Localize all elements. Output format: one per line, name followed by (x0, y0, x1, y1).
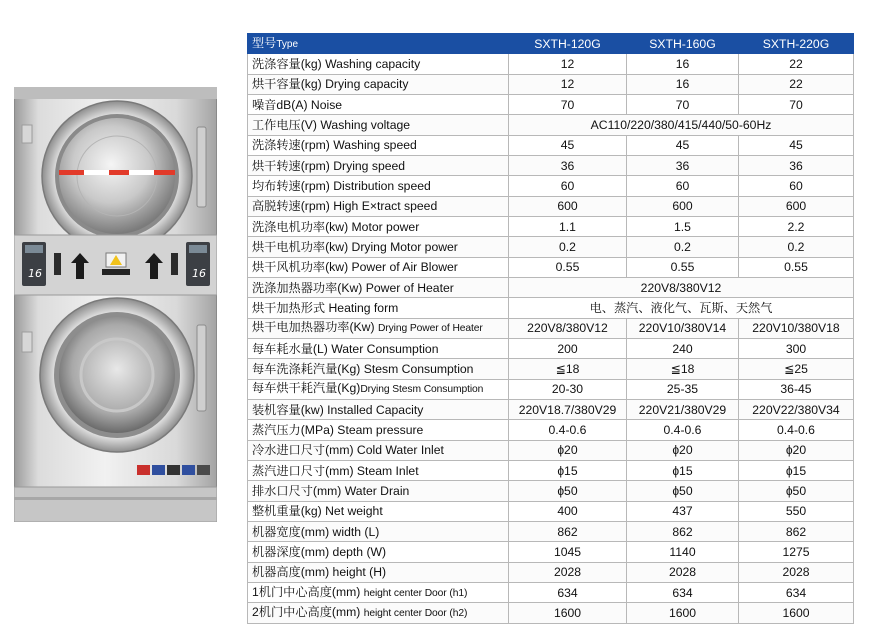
spec-value-cell: ≦18 (509, 359, 627, 379)
table-row (248, 562, 854, 582)
spec-value-cell: 220V8/380V12 (509, 318, 627, 338)
table-header-row (248, 34, 854, 54)
spec-value-cell: 25-35 (627, 379, 739, 399)
spec-label-cell: 高脱转速(rpm) High E×tract speed (248, 196, 509, 216)
spec-value-cell: ɸ20 (627, 440, 739, 460)
spec-value-cell: 1600 (509, 603, 627, 623)
spec-label-cell: 烘干容量(kg) Drying capacity (248, 74, 509, 94)
spec-value-cell: 70 (509, 94, 627, 114)
spec-value-cell: 2028 (509, 562, 627, 582)
control-badge-icon (137, 465, 210, 475)
table-row (248, 379, 854, 399)
spec-value-cell: 12 (509, 54, 627, 74)
spec-value-cell: 70 (739, 94, 854, 114)
spec-value-cell: 634 (739, 582, 854, 602)
spec-label-en: Drying Stesm Consumption (360, 384, 484, 396)
spec-value-cell: 36 (739, 155, 854, 175)
spec-value-cell: 220V21/380V29 (627, 399, 739, 419)
spec-label-cell: 冷水进口尺寸(mm) Cold Water Inlet (248, 440, 509, 460)
spec-label-cell: 洗涤转速(rpm) Washing speed (248, 135, 509, 155)
warning-strip (59, 170, 175, 175)
spec-value-cell: 1600 (627, 603, 739, 623)
spec-label-cell (248, 379, 509, 399)
spec-value-cell: 437 (627, 501, 739, 521)
spec-value-cell: 1045 (509, 542, 627, 562)
spec-value-cell: 0.4-0.6 (509, 420, 627, 440)
spec-table (247, 33, 854, 624)
left-panel-display: 16 (28, 267, 42, 280)
spec-value-cell: 240 (627, 338, 739, 358)
table-row (248, 257, 854, 277)
spec-value-cell: 12 (509, 74, 627, 94)
header-label-cn: 型号 (252, 35, 277, 50)
table-row (248, 216, 854, 236)
header-label-en: Type (276, 38, 299, 50)
spec-value-cell: 36 (509, 155, 627, 175)
table-row (248, 521, 854, 541)
spec-value-cell: 20-30 (509, 379, 627, 399)
spec-merged-value-cell: 220V8/380V12 (509, 277, 854, 297)
spec-label-cell: 整机重量(kg) Net weight (248, 501, 509, 521)
washer-door-glass (59, 317, 175, 433)
spec-value-cell: 1275 (739, 542, 854, 562)
spec-value-cell: ɸ15 (739, 460, 854, 480)
header-type-cell (248, 34, 509, 54)
spec-value-cell: 220V10/380V14 (627, 318, 739, 338)
spec-value-cell: ɸ20 (739, 440, 854, 460)
table-row (248, 603, 854, 623)
spec-value-cell: 0.2 (627, 237, 739, 257)
spec-label-cell: 机器高度(mm) height (H) (248, 562, 509, 582)
spec-value-cell: 550 (739, 501, 854, 521)
spec-label-en: height center Door (h2) (363, 607, 468, 619)
spec-value-cell: 1.1 (509, 216, 627, 236)
spec-value-cell: 220V18.7/380V29 (509, 399, 627, 419)
spec-value-cell: 2028 (739, 562, 854, 582)
spec-value-cell: 2.2 (739, 216, 854, 236)
spec-value-cell: 600 (739, 196, 854, 216)
spec-value-cell: ≦25 (739, 359, 854, 379)
table-row (248, 359, 854, 379)
spec-label-cell: 烘干风机功率(kw) Power of Air Blower (248, 257, 509, 277)
dryer-door-glass (59, 118, 175, 234)
spec-value-cell: ɸ50 (739, 481, 854, 501)
spec-value-cell: 36-45 (739, 379, 854, 399)
table-row (248, 399, 854, 419)
header-model-cell: SXTH-160G (627, 34, 739, 54)
spec-label-cell: 烘干加热形式 Heating form (248, 298, 509, 318)
table-row (248, 420, 854, 440)
spec-label-cn: 1机门中心高度(mm) (252, 584, 364, 599)
spec-label-cell: 洗涤容量(kg) Washing capacity (248, 54, 509, 74)
spec-label-cell: 烘干转速(rpm) Drying speed (248, 155, 509, 175)
spec-value-cell: 200 (509, 338, 627, 358)
spec-value-cell: ɸ15 (509, 460, 627, 480)
spec-value-cell: ≦18 (627, 359, 739, 379)
spec-label-cell: 洗涤电机功率(kw) Motor power (248, 216, 509, 236)
spec-value-cell: 220V22/380V34 (739, 399, 854, 419)
table-row (248, 277, 854, 297)
spec-value-cell: 862 (627, 521, 739, 541)
spec-label-cell: 每车耗水量(L) Water Consumption (248, 338, 509, 358)
spec-value-cell: 0.2 (739, 237, 854, 257)
table-row (248, 94, 854, 114)
spec-value-cell: 0.55 (509, 257, 627, 277)
header-model-cell: SXTH-220G (739, 34, 854, 54)
spec-label-cell: 机器深度(mm) depth (W) (248, 542, 509, 562)
spec-value-cell: 1600 (739, 603, 854, 623)
spec-value-cell: 634 (509, 582, 627, 602)
table-row (248, 196, 854, 216)
table-row (248, 542, 854, 562)
spec-value-cell: 862 (739, 521, 854, 541)
spec-value-cell: 634 (627, 582, 739, 602)
spec-value-cell: 220V10/380V18 (739, 318, 854, 338)
spec-value-cell: ɸ15 (627, 460, 739, 480)
spec-label-cell: 每车洗涤耗汽量(Kg) Stesm Consumption (248, 359, 509, 379)
spec-value-cell: 600 (509, 196, 627, 216)
spec-value-cell: 0.4-0.6 (627, 420, 739, 440)
table-row (248, 155, 854, 175)
spec-value-cell: 0.55 (627, 257, 739, 277)
spec-label-en: Drying Power of Heater (377, 323, 483, 335)
spec-value-cell: 45 (739, 135, 854, 155)
spec-value-cell: 1140 (627, 542, 739, 562)
table-row (248, 501, 854, 521)
spec-value-cell: 0.4-0.6 (739, 420, 854, 440)
spec-label-cell: 工作电压(V) Washing voltage (248, 115, 509, 135)
spec-value-cell: 300 (739, 338, 854, 358)
right-panel-display: 16 (192, 267, 206, 280)
spec-value-cell: ɸ50 (627, 481, 739, 501)
table-row (248, 135, 854, 155)
spec-value-cell: 0.55 (739, 257, 854, 277)
spec-value-cell: ɸ50 (509, 481, 627, 501)
spec-value-cell: 60 (509, 176, 627, 196)
spec-label-cell: 洗涤加热器功率(Kw) Power of Heater (248, 277, 509, 297)
table-row (248, 338, 854, 358)
spec-label-cn: 烘干电加热器功率(Kw) (252, 320, 378, 335)
spec-label-cell: 装机容量(kw) Installed Capacity (248, 399, 509, 419)
spec-label-cell (248, 318, 509, 338)
spec-label-cell: 均布转速(rpm) Distribution speed (248, 176, 509, 196)
header-model-cell: SXTH-120G (509, 34, 627, 54)
table-row (248, 440, 854, 460)
table-row (248, 460, 854, 480)
spec-label-cn: 2机门中心高度(mm) (252, 604, 364, 619)
table-row (248, 481, 854, 501)
table-row (248, 74, 854, 94)
spec-value-cell: 60 (627, 176, 739, 196)
table-row (248, 54, 854, 74)
spec-label-cell: 噪音dB(A) Noise (248, 94, 509, 114)
table-row (248, 115, 854, 135)
spec-label-cell: 排水口尺寸(mm) Water Drain (248, 481, 509, 501)
spec-value-cell: 16 (627, 54, 739, 74)
product-photo (14, 87, 217, 522)
spec-value-cell: 22 (739, 74, 854, 94)
spec-value-cell: 36 (627, 155, 739, 175)
spec-value-cell: 45 (509, 135, 627, 155)
table-row (248, 318, 854, 338)
spec-value-cell: 1.5 (627, 216, 739, 236)
spec-label-en: height center Door (h1) (363, 587, 468, 599)
table-row (248, 582, 854, 602)
spec-merged-value-cell: 电、蒸汽、液化气、瓦斯、天然气 (509, 298, 854, 318)
spec-label-cell: 蒸汽压力(MPa) Steam pressure (248, 420, 509, 440)
spec-value-cell: 60 (739, 176, 854, 196)
spec-value-cell: 2028 (627, 562, 739, 582)
spec-value-cell: 22 (739, 54, 854, 74)
spec-label-cell (248, 582, 509, 602)
spec-value-cell: 16 (627, 74, 739, 94)
spec-value-cell: 400 (509, 501, 627, 521)
spec-value-cell: 862 (509, 521, 627, 541)
stacked-washer-dryer-illustration (14, 87, 217, 522)
table-row (248, 237, 854, 257)
spec-value-cell: 45 (627, 135, 739, 155)
spec-value-cell: 600 (627, 196, 739, 216)
spec-value-cell: ɸ20 (509, 440, 627, 460)
spec-label-cell (248, 603, 509, 623)
spec-label-cell: 烘干电机功率(kw) Drying Motor power (248, 237, 509, 257)
spec-value-cell: 70 (627, 94, 739, 114)
spec-label-cell: 蒸汽进口尺寸(mm) Steam Inlet (248, 460, 509, 480)
spec-label-cn: 每车烘干耗汽量(Kg) (252, 381, 361, 396)
table-row (248, 176, 854, 196)
spec-label-cell: 机器宽度(mm) width (L) (248, 521, 509, 541)
spec-merged-value-cell: AC110/220/380/415/440/50-60Hz (509, 115, 854, 135)
spec-value-cell: 0.2 (509, 237, 627, 257)
table-row (248, 298, 854, 318)
